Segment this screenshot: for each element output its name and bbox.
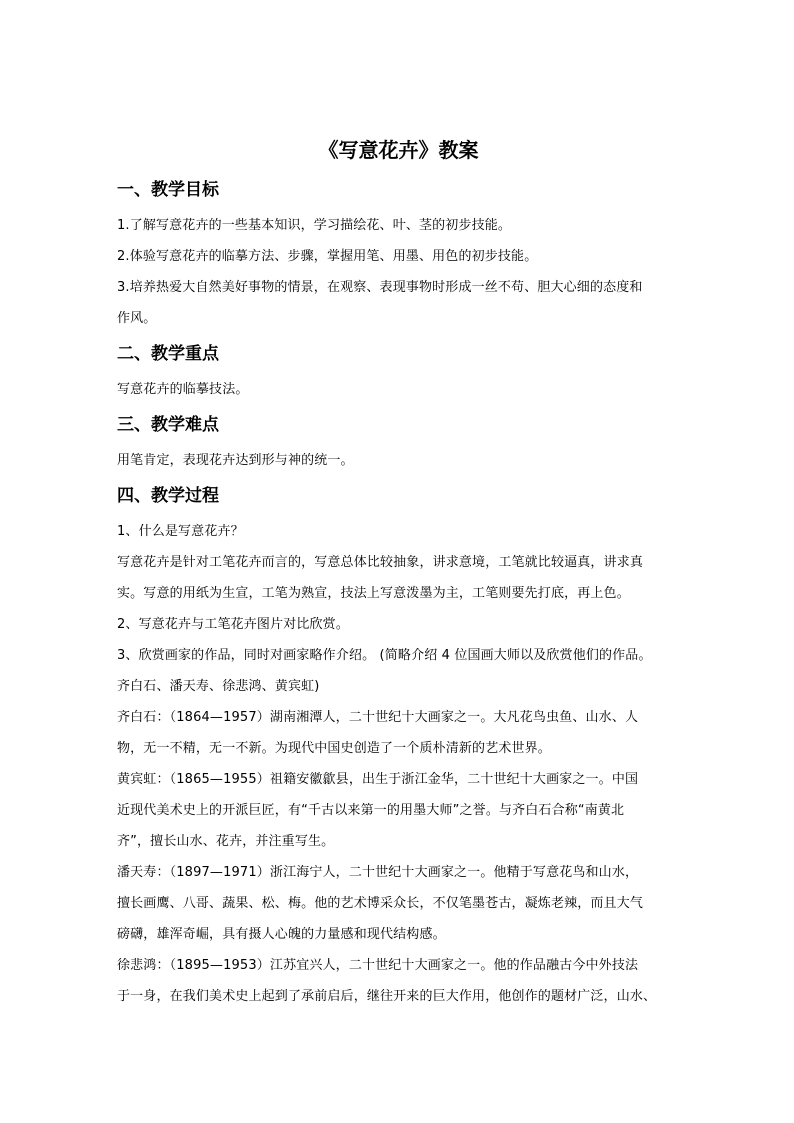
text-line: 2.体验写意花卉的临摹方法、步骤，掌握用笔、用墨、用色的初步技能。 <box>117 249 538 264</box>
section-key-points <box>117 340 680 405</box>
text-line: 徐悲鸿：（1895—1953）江苏宜兴人，二十世纪十大画家之一。他的作品融古今中外技法 <box>117 958 639 973</box>
text-line: 近现代美术史上的开派巨匠，有“千古以来第一的用墨大师”之誉。与齐白石合称“南黄北 <box>117 803 625 818</box>
text-line: 齐”，擅长山水、花卉，并注重写生。 <box>117 834 335 849</box>
text-line: 齐白石、潘天寿、徐悲鸿、黄宾虹) <box>117 679 320 694</box>
text-line: 擅长画鹰、八哥、蔬果、松、梅。他的艺术博采众长，不仅笔墨苍古，凝炼老辣，而且大气 <box>117 896 644 911</box>
section-heading: 一、教学目标 <box>117 180 219 200</box>
section-text <box>117 374 680 405</box>
text-line: 3、欣赏画家的作品，同时对画家略作介绍。 (简略介绍 4 位国画大师以及欣赏他们的作品。 <box>117 648 652 663</box>
text-line: 2、写意花卉与工笔花卉图片对比欣赏。 <box>117 617 349 632</box>
section-text <box>117 210 680 334</box>
section-difficulties <box>117 411 680 476</box>
text-line: 作风。 <box>117 311 157 326</box>
text-line: 1、什么是写意花卉？ <box>117 524 244 539</box>
text-line: 于一身，在我们美术史上起到了承前启后，继往开来的巨大作用，他创作的题材广泛，山水、 <box>117 989 657 1004</box>
text-line: 齐白石：（1864—1957）湖南湘潭人，二十世纪十大画家之一。大凡花鸟虫鱼、山水、人 <box>117 710 639 725</box>
section-teaching-process <box>117 482 680 1012</box>
section-heading: 四、教学过程 <box>117 486 219 506</box>
text-line: 用笔肯定，表现花卉达到形与神的统一。 <box>117 453 354 468</box>
section-teaching-goals <box>117 176 680 334</box>
text-line: 3.培养热爱大自然美好事物的情景，在观察、表现事物时形成一丝不苟、胆大心细的态度和 <box>117 280 643 295</box>
text-line: 物，无一不精，无一不新。为现代中国史创造了一个质朴清新的艺术世界。 <box>117 741 551 756</box>
section-text <box>117 516 680 1012</box>
text-line: 黄宾虹：（1865—1955）祖籍安徽歙县，出生于浙江金华，二十世纪十大画家之一。中国 <box>117 772 639 787</box>
text-line: 写意花卉是针对工笔花卉而言的，写意总体比较抽象，讲求意境，工笔就比较逼真，讲求真 <box>117 555 644 570</box>
text-line: 1.了解写意花卉的一些基本知识，学习描绘花、叶、茎的初步技能。 <box>117 218 512 233</box>
text-line: 实。写意的用纸为生宣，工笔为熟宣，技法上写意泼墨为主，工笔则要先打底，再上色。 <box>117 586 630 601</box>
section-heading: 三、教学难点 <box>117 415 219 435</box>
text-line: 写意花卉的临摹技法。 <box>117 382 249 397</box>
section-heading: 二、教学重点 <box>117 344 219 364</box>
text-line: 磅礴，雄浑奇崛，具有摄人心魄的力量感和现代结构感。 <box>117 927 446 942</box>
section-text <box>117 445 680 476</box>
document-body <box>117 176 680 1018</box>
text-line: 潘天寿：（1897—1971）浙江海宁人，二十世纪十大画家之一。他精于写意花鸟和山水， <box>117 865 639 880</box>
document-title: 《写意花卉》教案 <box>318 138 479 162</box>
